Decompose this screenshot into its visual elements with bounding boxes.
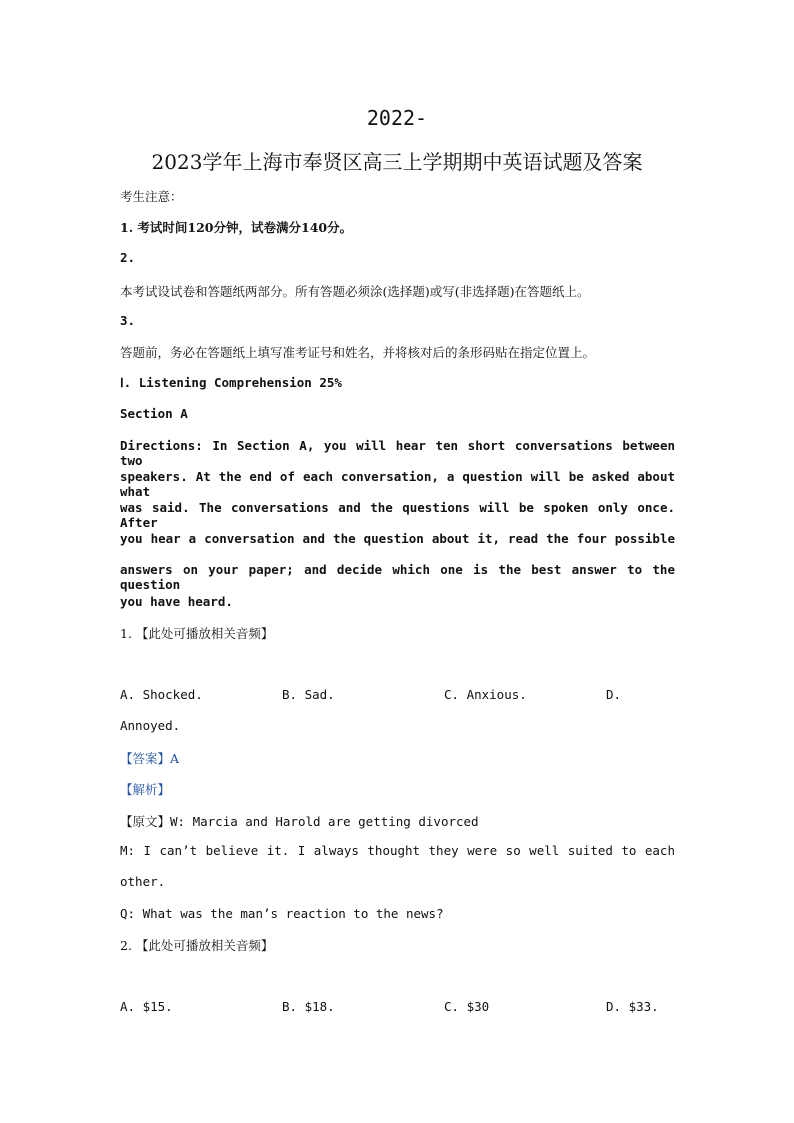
notice-heading: 考生注意：: [120, 189, 183, 204]
q1-option-a: A. Shocked.: [120, 687, 203, 702]
directions-line: answers on your paper; and decide which one is the best answer to the question: [120, 562, 675, 592]
title-line-1: 2022-: [366, 106, 428, 130]
section-header: Ⅰ. Listening Comprehension 25%: [120, 375, 342, 390]
section-a-heading: Section A: [120, 406, 188, 421]
directions-line: Directions: In Section A, you will hear ten short conversations between two: [120, 438, 675, 468]
q1-option-d: D.: [606, 687, 622, 702]
q2-option-c: C. $30: [444, 999, 490, 1014]
q2-option-a: A. $15.: [120, 999, 173, 1014]
q1-option-d-continued: Annoyed.: [120, 718, 181, 733]
notice-item-3-text: 答题前，务必在答题纸上填写准考证号和姓名，并将核对后的条形码贴在指定位置上。: [120, 345, 596, 360]
original-man-line-continued: other.: [120, 874, 166, 889]
title-line-2: 2023学年上海市奉贤区高三上学期期中英语试题及答案: [151, 150, 643, 174]
notice-item-3-number: 3.: [120, 313, 136, 328]
directions-line: you have heard.: [120, 594, 233, 609]
original-woman-line: W: Marcia and Harold are getting divorced: [170, 814, 479, 829]
original-question-line: Q: What was the man’s reaction to the news?: [120, 906, 444, 921]
q1-original: [120, 812, 479, 830]
notice-item-2-number: 2.: [120, 250, 136, 265]
q1-analysis-label: 【解析】: [120, 782, 171, 797]
q1-answer: 【答案】A: [120, 751, 180, 766]
directions-line: was said. The conversations and the questions will be spoken only once. After: [120, 500, 675, 530]
directions-line: you hear a conversation and the question about it, read the four possible: [120, 531, 675, 546]
question-1-label: 1. 【此处可播放相关音频】: [120, 626, 274, 641]
q1-option-c: C. Anxious.: [444, 687, 527, 702]
directions-line: speakers. At the end of each conversation, a question will be asked about what: [120, 469, 675, 499]
original-man-line: M: I can’t believe it. I always thought they were so well suited to each: [120, 843, 675, 858]
question-2-label: 2. 【此处可播放相关音频】: [120, 938, 274, 953]
q2-option-b: B. $18.: [282, 999, 335, 1014]
q1-option-b: B. Sad.: [282, 687, 335, 702]
original-tag: 【原文】: [120, 814, 171, 829]
notice-item-2-text: 本考试设试卷和答题纸两部分。所有答题必须涂(选择题)或写(非选择题)在答题纸上。: [120, 284, 590, 299]
q2-option-d: D. $33.: [606, 999, 659, 1014]
notice-item-1: 1. 考试时间120分钟，试卷满分140分。: [120, 220, 353, 235]
